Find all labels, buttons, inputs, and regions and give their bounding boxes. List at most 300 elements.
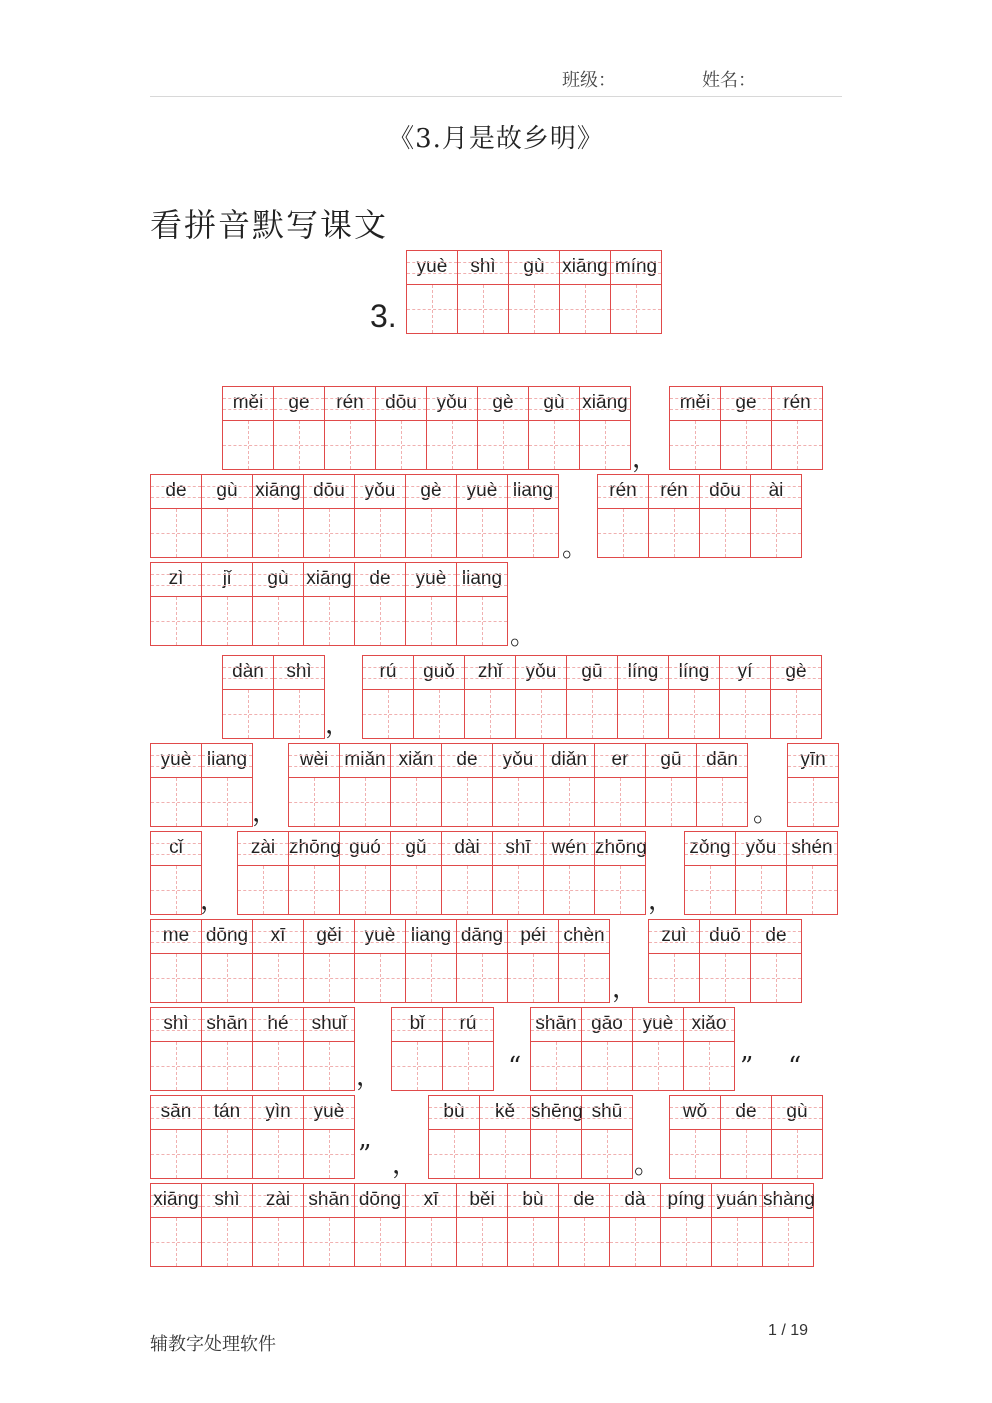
punct-comma: ， xyxy=(632,444,659,474)
writing-cell xyxy=(202,474,253,558)
character-box[interactable] xyxy=(253,509,303,557)
writing-cell xyxy=(340,743,391,827)
writing-cell xyxy=(151,831,202,915)
pinyin-label: péi xyxy=(508,920,558,954)
pinyin-label: wén xyxy=(544,832,594,866)
pinyin-label: gāo xyxy=(582,1008,632,1042)
writing-cell xyxy=(151,743,202,827)
character-box[interactable] xyxy=(685,866,735,914)
pinyin-label: rú xyxy=(363,656,413,690)
writing-cell xyxy=(202,919,253,1003)
character-box[interactable] xyxy=(649,509,699,557)
character-box[interactable] xyxy=(772,1130,822,1178)
pinyin-grid-group xyxy=(787,743,839,827)
character-box[interactable] xyxy=(697,778,747,826)
writing-cell xyxy=(772,386,823,470)
pinyin-label: yuè xyxy=(633,1008,683,1042)
character-box[interactable] xyxy=(202,1042,252,1090)
character-box[interactable] xyxy=(582,1130,632,1178)
pinyin-label: gū xyxy=(646,744,696,778)
writing-cell xyxy=(253,1095,304,1179)
pinyin-label: měi xyxy=(670,387,720,421)
pinyin-label: liang xyxy=(406,920,456,954)
writing-cell xyxy=(559,919,610,1003)
pinyin-label: xī xyxy=(253,920,303,954)
pinyin-label: zài xyxy=(253,1184,303,1218)
character-box[interactable] xyxy=(443,1042,493,1090)
writing-cell xyxy=(274,386,325,470)
pinyin-label: líng xyxy=(669,656,719,690)
character-box[interactable] xyxy=(531,1130,581,1178)
writing-cell xyxy=(580,386,631,470)
character-box[interactable] xyxy=(304,1218,354,1266)
character-box[interactable] xyxy=(427,421,477,469)
writing-cell xyxy=(700,919,751,1003)
writing-cell xyxy=(151,919,202,1003)
pinyin-label: shān xyxy=(202,1008,252,1042)
character-box[interactable] xyxy=(340,866,390,914)
character-box[interactable] xyxy=(304,597,354,645)
pinyin-label: xī xyxy=(406,1184,456,1218)
section-heading: 看拼音默写课文 xyxy=(150,206,389,244)
character-box[interactable] xyxy=(509,285,559,333)
character-box[interactable] xyxy=(457,509,507,557)
writing-cell xyxy=(376,386,427,470)
pinyin-label: dōu xyxy=(700,475,750,509)
pinyin-label: shén xyxy=(787,832,837,866)
pinyin-label: gè xyxy=(478,387,528,421)
pinyin-label: xiāng xyxy=(304,563,354,597)
pinyin-label: shàng xyxy=(763,1184,813,1218)
character-box[interactable] xyxy=(304,1130,354,1178)
pinyin-grid-group xyxy=(362,655,822,739)
pinyin-grid-group xyxy=(530,1007,735,1091)
pinyin-label: dà xyxy=(610,1184,660,1218)
writing-cell xyxy=(516,655,567,739)
pinyin-label: yǒu xyxy=(355,475,405,509)
character-box[interactable] xyxy=(289,778,339,826)
character-box[interactable] xyxy=(763,1218,813,1266)
pinyin-label: dōng xyxy=(355,1184,405,1218)
pinyin-label: liang xyxy=(202,744,252,778)
pinyin-label: shì xyxy=(202,1184,252,1218)
writing-cell xyxy=(340,831,391,915)
pinyin-label: wèi xyxy=(289,744,339,778)
character-box[interactable] xyxy=(712,1218,762,1266)
writing-cell xyxy=(493,831,544,915)
pinyin-label: bù xyxy=(508,1184,558,1218)
character-box[interactable] xyxy=(202,954,252,1002)
character-box[interactable] xyxy=(376,421,426,469)
pinyin-label: yuè xyxy=(304,1096,354,1130)
character-box[interactable] xyxy=(202,597,252,645)
writing-cell xyxy=(560,250,611,334)
pinyin-label: shì xyxy=(274,656,324,690)
pinyin-label: gè xyxy=(406,475,456,509)
writing-cell xyxy=(751,474,802,558)
writing-cell xyxy=(508,474,559,558)
character-box[interactable] xyxy=(544,778,594,826)
pinyin-label: píng xyxy=(661,1184,711,1218)
pinyin-label: gù xyxy=(529,387,579,421)
writing-cell xyxy=(391,831,442,915)
writing-cell xyxy=(457,562,508,646)
character-box[interactable] xyxy=(151,1218,201,1266)
character-box[interactable] xyxy=(392,1042,442,1090)
pinyin-label: diǎn xyxy=(544,744,594,778)
writing-cell xyxy=(531,1007,582,1091)
pinyin-label: shān xyxy=(531,1008,581,1042)
character-box[interactable] xyxy=(544,866,594,914)
character-box[interactable] xyxy=(442,778,492,826)
pinyin-label: liang xyxy=(508,475,558,509)
character-box[interactable] xyxy=(406,509,456,557)
writing-cell xyxy=(253,474,304,558)
writing-cell xyxy=(202,743,253,827)
pinyin-label: gù xyxy=(253,563,303,597)
character-box[interactable] xyxy=(151,1042,201,1090)
character-box[interactable] xyxy=(610,1218,660,1266)
writing-cell xyxy=(736,831,787,915)
character-box[interactable] xyxy=(661,1218,711,1266)
character-box[interactable] xyxy=(406,597,456,645)
pinyin-label: gǔ xyxy=(391,832,441,866)
pinyin-label: yuè xyxy=(355,920,405,954)
character-box[interactable] xyxy=(340,778,390,826)
writing-cell xyxy=(392,1007,443,1091)
pinyin-label: zhǐ xyxy=(465,656,515,690)
writing-cell xyxy=(649,474,700,558)
character-box[interactable] xyxy=(253,1042,303,1090)
pinyin-label: běi xyxy=(457,1184,507,1218)
character-box[interactable] xyxy=(151,778,201,826)
pinyin-label: yuè xyxy=(406,563,456,597)
punct-comma: ， xyxy=(356,1062,383,1092)
character-box[interactable] xyxy=(151,597,201,645)
pinyin-label: zì xyxy=(151,563,201,597)
character-box[interactable] xyxy=(721,1130,771,1178)
writing-cell xyxy=(493,743,544,827)
pinyin-grid-group xyxy=(222,655,325,739)
punct-left-quote: “ xyxy=(788,1052,802,1082)
character-box[interactable] xyxy=(787,866,837,914)
writing-cell xyxy=(223,655,274,739)
character-box[interactable] xyxy=(151,1130,201,1178)
character-box[interactable] xyxy=(355,597,405,645)
punct-period: 。 xyxy=(562,533,589,563)
character-box[interactable] xyxy=(274,690,324,738)
pinyin-label: dōu xyxy=(304,475,354,509)
character-box[interactable] xyxy=(406,1218,456,1266)
pinyin-label: ge xyxy=(274,387,324,421)
character-box[interactable] xyxy=(478,421,528,469)
character-box[interactable] xyxy=(771,690,821,738)
character-box[interactable] xyxy=(700,509,750,557)
character-box[interactable] xyxy=(253,954,303,1002)
writing-cell xyxy=(661,1183,712,1267)
character-box[interactable] xyxy=(151,866,201,914)
character-box[interactable] xyxy=(151,954,201,1002)
character-box[interactable] xyxy=(508,954,558,1002)
punct-comma: ， xyxy=(200,886,227,916)
punct-comma: ， xyxy=(392,1150,419,1180)
writing-cell xyxy=(763,1183,814,1267)
pinyin-label: yí xyxy=(720,656,770,690)
pinyin-grid-group xyxy=(406,250,662,334)
pinyin-label: xiāng xyxy=(151,1184,201,1218)
writing-cell xyxy=(151,1183,202,1267)
character-box[interactable] xyxy=(720,690,770,738)
writing-cell xyxy=(669,655,720,739)
writing-cell xyxy=(406,1183,457,1267)
writing-cell xyxy=(721,1095,772,1179)
character-box[interactable] xyxy=(649,954,699,1002)
pinyin-label: er xyxy=(595,744,645,778)
character-box[interactable] xyxy=(202,1130,252,1178)
character-box[interactable] xyxy=(151,509,201,557)
writing-cell xyxy=(355,562,406,646)
pinyin-label: dān xyxy=(697,744,747,778)
pinyin-label: yǒu xyxy=(427,387,477,421)
pinyin-grid-group xyxy=(391,1007,494,1091)
writing-cell xyxy=(685,831,736,915)
writing-cell xyxy=(633,1007,684,1091)
character-box[interactable] xyxy=(355,954,405,1002)
writing-cell xyxy=(559,1183,610,1267)
pinyin-grid-group xyxy=(684,831,838,915)
character-box[interactable] xyxy=(355,509,405,557)
character-box[interactable] xyxy=(304,1042,354,1090)
writing-cell xyxy=(253,1183,304,1267)
pinyin-label: gù xyxy=(509,251,559,285)
character-box[interactable] xyxy=(751,509,801,557)
punct-comma: ， xyxy=(252,798,279,828)
pinyin-grid-group xyxy=(669,1095,823,1179)
pinyin-label: cǐ xyxy=(151,832,201,866)
character-box[interactable] xyxy=(253,1130,303,1178)
writing-cell xyxy=(238,831,289,915)
writing-cell xyxy=(508,1183,559,1267)
character-box[interactable] xyxy=(560,285,610,333)
character-box[interactable] xyxy=(289,866,339,914)
pinyin-label: dài xyxy=(442,832,492,866)
character-box[interactable] xyxy=(582,1042,632,1090)
pinyin-label: xiǎo xyxy=(684,1008,734,1042)
character-box[interactable] xyxy=(598,509,648,557)
character-box[interactable] xyxy=(772,421,822,469)
punct-period: 。 xyxy=(510,621,537,651)
character-box[interactable] xyxy=(646,778,696,826)
writing-cell xyxy=(202,1095,253,1179)
pinyin-label: dàn xyxy=(223,656,273,690)
character-box[interactable] xyxy=(391,866,441,914)
writing-cell xyxy=(582,1007,633,1091)
character-box[interactable] xyxy=(669,690,719,738)
writing-cell xyxy=(223,386,274,470)
character-box[interactable] xyxy=(429,1130,479,1178)
pinyin-label: líng xyxy=(618,656,668,690)
pinyin-label: de xyxy=(355,563,405,597)
character-box[interactable] xyxy=(465,690,515,738)
pinyin-label: yuè xyxy=(151,744,201,778)
character-box[interactable] xyxy=(442,866,492,914)
pinyin-label: miǎn xyxy=(340,744,390,778)
footer-software-name: 辅教字处理软件 xyxy=(150,1334,276,1355)
pinyin-label: rén xyxy=(598,475,648,509)
character-box[interactable] xyxy=(253,1218,303,1266)
writing-cell xyxy=(567,655,618,739)
pinyin-grid-group xyxy=(150,743,253,827)
character-box[interactable] xyxy=(670,421,720,469)
pinyin-label: rú xyxy=(443,1008,493,1042)
writing-cell xyxy=(529,386,580,470)
character-box[interactable] xyxy=(684,1042,734,1090)
pinyin-label: zuì xyxy=(649,920,699,954)
pinyin-grid-group xyxy=(288,743,748,827)
pinyin-label: shī xyxy=(493,832,543,866)
pinyin-label: gè xyxy=(771,656,821,690)
pinyin-label: yǒu xyxy=(493,744,543,778)
pinyin-grid-group xyxy=(150,919,610,1003)
character-box[interactable] xyxy=(633,1042,683,1090)
pinyin-grid-group xyxy=(237,831,646,915)
character-box[interactable] xyxy=(202,509,252,557)
character-box[interactable] xyxy=(670,1130,720,1178)
writing-cell xyxy=(531,1095,582,1179)
character-box[interactable] xyxy=(457,1218,507,1266)
pinyin-label: měi xyxy=(223,387,273,421)
character-box[interactable] xyxy=(223,421,273,469)
character-box[interactable] xyxy=(508,509,558,557)
writing-cell xyxy=(407,250,458,334)
pinyin-label: wǒ xyxy=(670,1096,720,1130)
character-box[interactable] xyxy=(700,954,750,1002)
character-box[interactable] xyxy=(363,690,413,738)
pinyin-label: liang xyxy=(457,563,507,597)
pinyin-grid-group xyxy=(669,386,823,470)
character-box[interactable] xyxy=(580,421,630,469)
character-box[interactable] xyxy=(407,285,457,333)
character-box[interactable] xyxy=(531,1042,581,1090)
character-box[interactable] xyxy=(325,421,375,469)
pinyin-label: ài xyxy=(751,475,801,509)
character-box[interactable] xyxy=(595,866,645,914)
pinyin-label: xiāng xyxy=(253,475,303,509)
pinyin-label: yǒu xyxy=(516,656,566,690)
writing-cell xyxy=(720,655,771,739)
punct-right-quote: ” xyxy=(740,1052,754,1082)
pinyin-label: zǒng xyxy=(685,832,735,866)
writing-cell xyxy=(151,1095,202,1179)
character-box[interactable] xyxy=(508,1218,558,1266)
character-box[interactable] xyxy=(516,690,566,738)
writing-cell xyxy=(406,562,457,646)
pinyin-label: ge xyxy=(721,387,771,421)
character-box[interactable] xyxy=(721,421,771,469)
header-divider xyxy=(150,96,842,97)
pinyin-label: gěi xyxy=(304,920,354,954)
writing-cell xyxy=(253,562,304,646)
character-box[interactable] xyxy=(238,866,288,914)
pinyin-label: xiāng xyxy=(560,251,610,285)
pinyin-label: sān xyxy=(151,1096,201,1130)
pinyin-label: gù xyxy=(772,1096,822,1130)
character-box[interactable] xyxy=(253,597,303,645)
writing-cell xyxy=(202,1183,253,1267)
pinyin-label: guǒ xyxy=(414,656,464,690)
page-title: 《3.月是故乡明》 xyxy=(388,124,604,154)
character-box[interactable] xyxy=(736,866,786,914)
punct-period: 。 xyxy=(634,1150,661,1180)
writing-cell xyxy=(478,386,529,470)
character-box[interactable] xyxy=(458,285,508,333)
writing-cell xyxy=(406,919,457,1003)
writing-cell xyxy=(325,386,376,470)
character-box[interactable] xyxy=(391,778,441,826)
character-box[interactable] xyxy=(529,421,579,469)
writing-cell xyxy=(151,1007,202,1091)
writing-cell xyxy=(355,1183,406,1267)
pinyin-label: shān xyxy=(304,1184,354,1218)
character-box[interactable] xyxy=(304,954,354,1002)
writing-cell xyxy=(414,655,465,739)
pinyin-label: rén xyxy=(325,387,375,421)
pinyin-label: zài xyxy=(238,832,288,866)
character-box[interactable] xyxy=(304,509,354,557)
character-box[interactable] xyxy=(480,1130,530,1178)
character-box[interactable] xyxy=(493,778,543,826)
pinyin-label: zhōng xyxy=(595,832,645,866)
writing-cell xyxy=(355,474,406,558)
character-box[interactable] xyxy=(457,954,507,1002)
character-box[interactable] xyxy=(595,778,645,826)
character-box[interactable] xyxy=(223,690,273,738)
pinyin-label: bù xyxy=(429,1096,479,1130)
pinyin-label: rén xyxy=(649,475,699,509)
character-box[interactable] xyxy=(274,421,324,469)
writing-cell xyxy=(304,1007,355,1091)
writing-cell xyxy=(700,474,751,558)
writing-cell xyxy=(670,1095,721,1179)
character-box[interactable] xyxy=(618,690,668,738)
pinyin-label: yìn xyxy=(253,1096,303,1130)
character-box[interactable] xyxy=(406,954,456,1002)
character-box[interactable] xyxy=(751,954,801,1002)
pinyin-label: tán xyxy=(202,1096,252,1130)
writing-cell xyxy=(304,474,355,558)
character-box[interactable] xyxy=(457,597,507,645)
writing-cell xyxy=(289,743,340,827)
character-box[interactable] xyxy=(611,285,661,333)
writing-cell xyxy=(684,1007,735,1091)
writing-cell xyxy=(304,562,355,646)
character-box[interactable] xyxy=(414,690,464,738)
writing-cell xyxy=(406,474,457,558)
character-box[interactable] xyxy=(559,954,609,1002)
character-box[interactable] xyxy=(355,1218,405,1266)
writing-cell xyxy=(427,386,478,470)
character-box[interactable] xyxy=(202,1218,252,1266)
pinyin-label: yuè xyxy=(407,251,457,285)
character-box[interactable] xyxy=(567,690,617,738)
character-box[interactable] xyxy=(493,866,543,914)
pinyin-grid-group xyxy=(428,1095,633,1179)
character-box[interactable] xyxy=(788,778,838,826)
character-box[interactable] xyxy=(559,1218,609,1266)
writing-cell xyxy=(202,562,253,646)
pinyin-label: shēng xyxy=(531,1096,581,1130)
character-box[interactable] xyxy=(202,778,252,826)
